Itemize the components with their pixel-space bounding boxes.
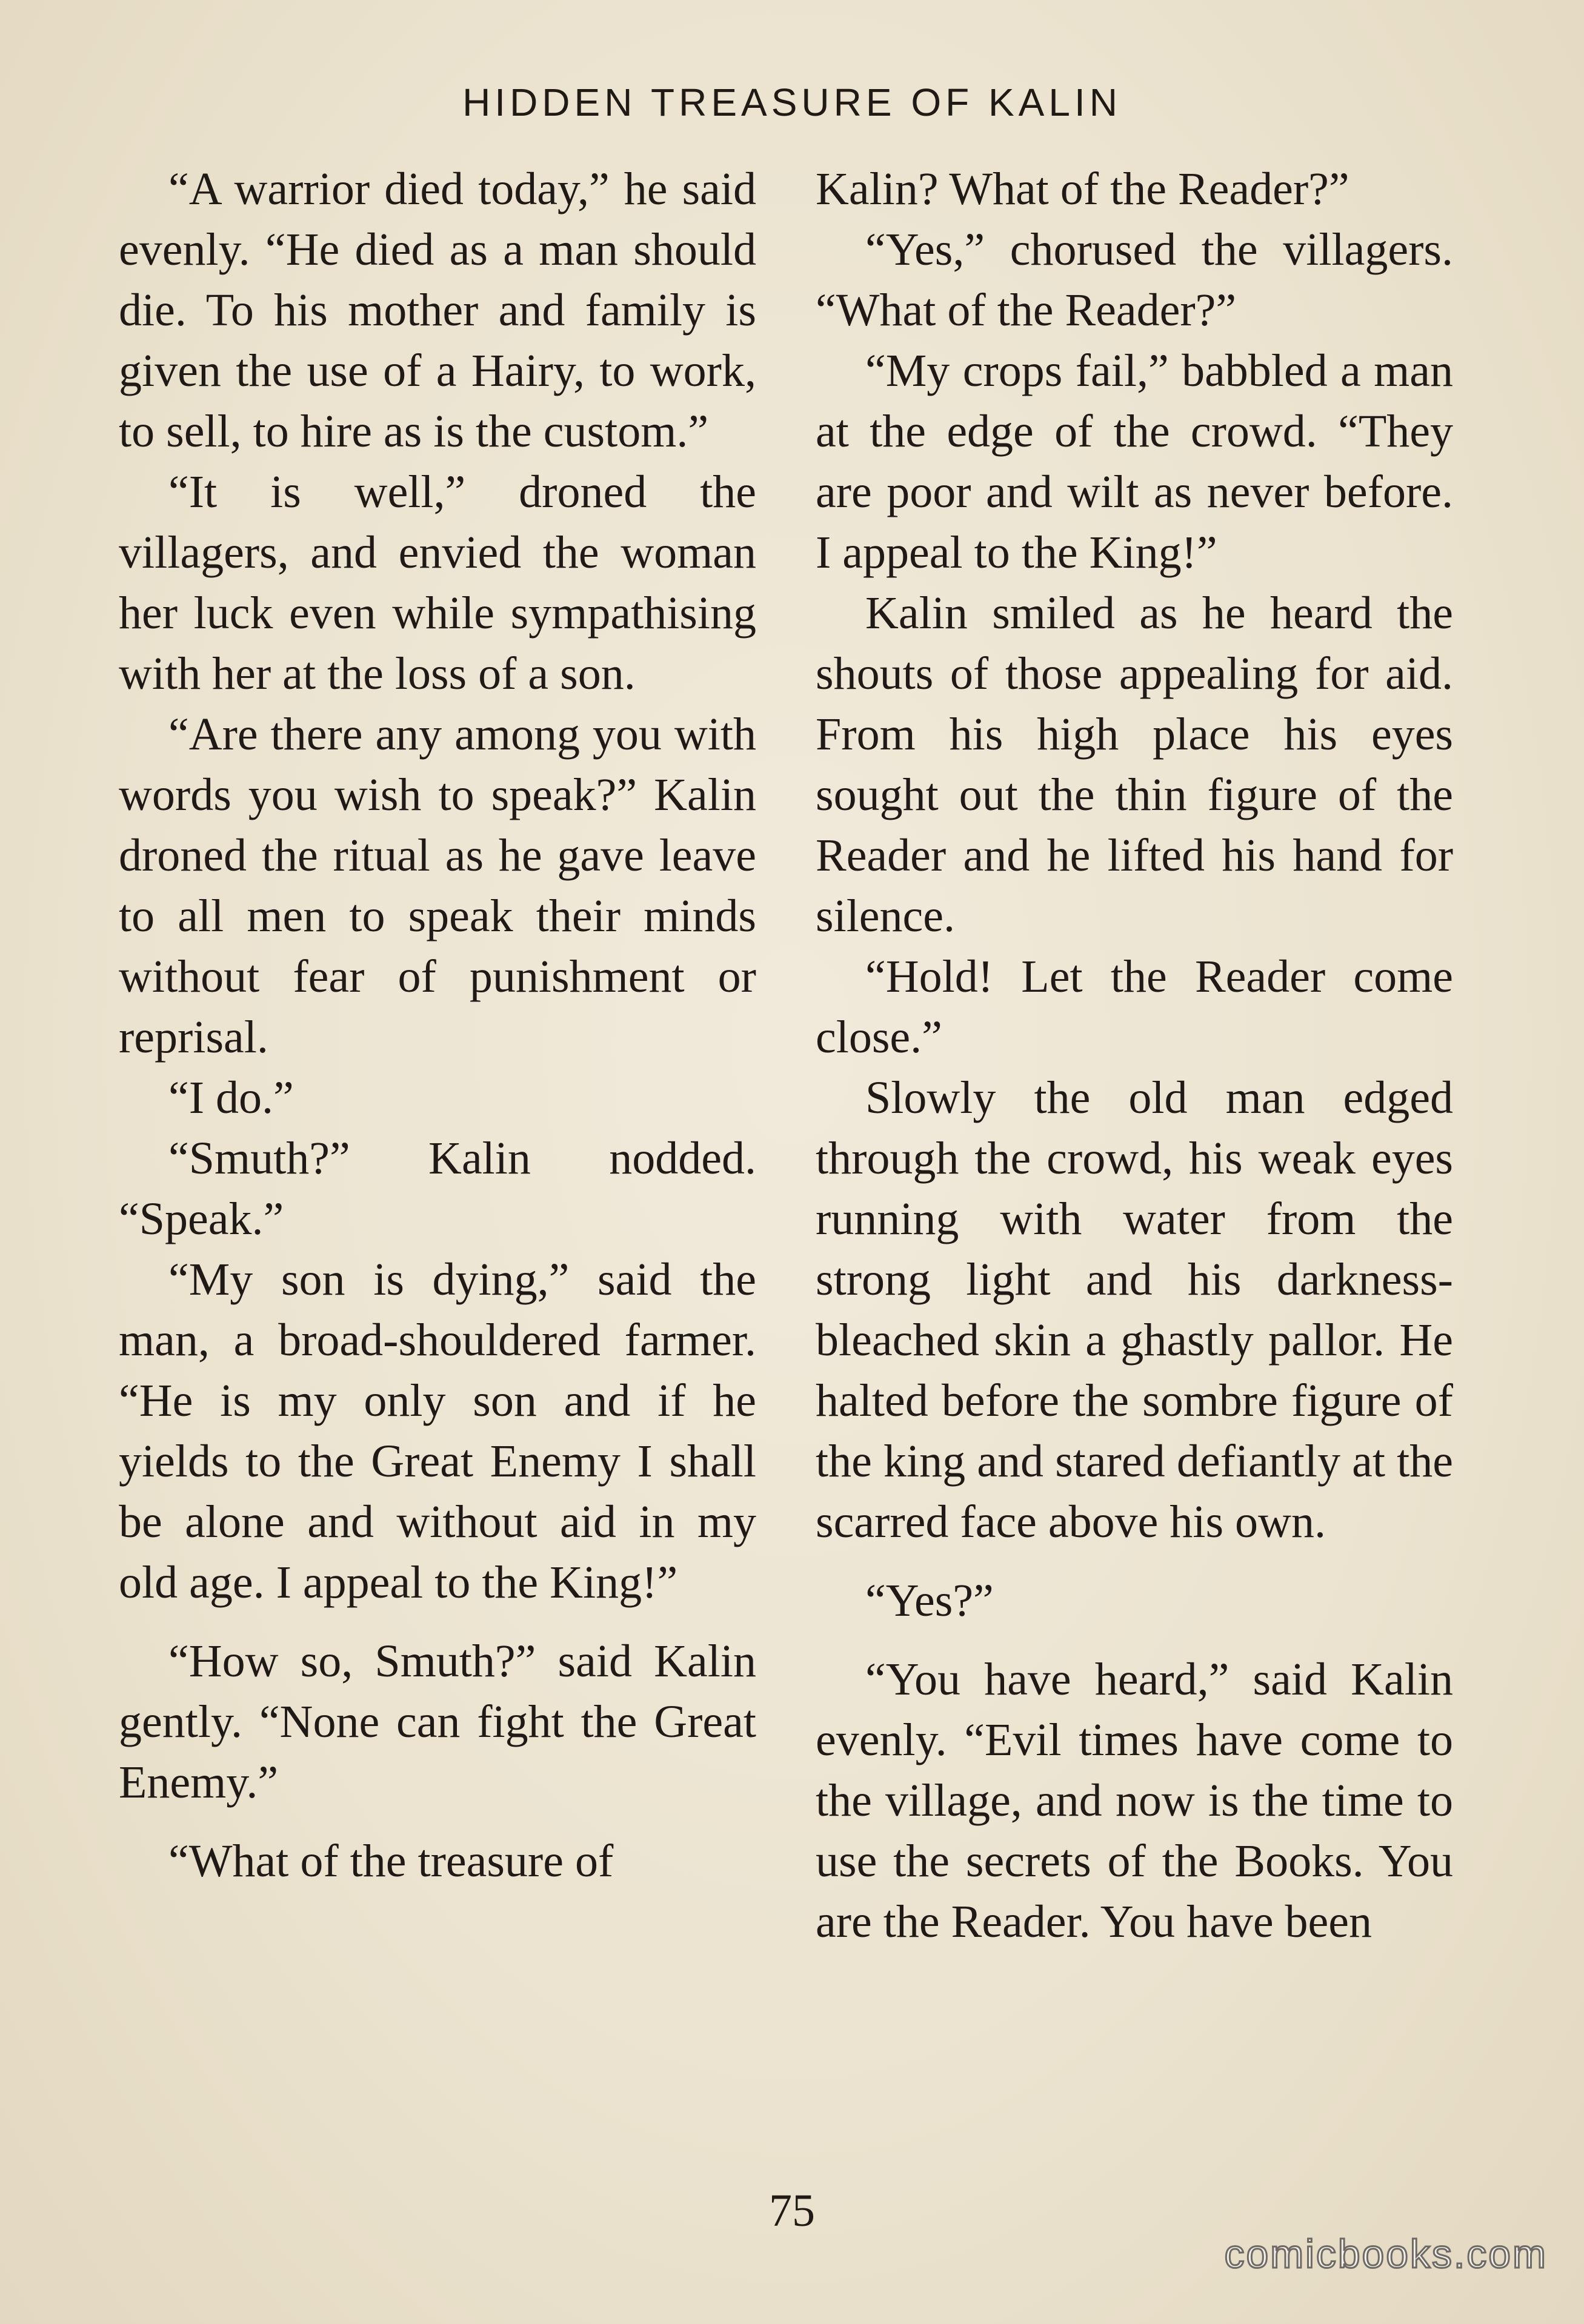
- paragraph: “My son is dying,” said the man, a broad-shouldered farmer. “He is my only son and if he yields to the Great Enemy I shall be alone and without aid in my old age. I appeal to the King!”: [119, 1254, 756, 1608]
- left-column: [119, 159, 756, 1891]
- paragraph: “Yes,” chorused the villagers. “What of the Reader?”: [816, 224, 1453, 336]
- paragraph: “Smuth?” Kalin nodded. “Speak.”: [119, 1133, 756, 1244]
- paragraph: “It is well,” droned the villagers, and envied the woman her luck even while sympathising with her at the loss of a son.: [119, 466, 756, 699]
- paragraph: “Yes?”: [865, 1575, 994, 1626]
- paragraph: “How so, Smuth?” said Kalin gently. “None can fight the Great Enemy.”: [119, 1636, 756, 1808]
- paragraph: “What of the treasure of: [168, 1836, 614, 1887]
- watermark: comicbooks.com: [1224, 2231, 1548, 2276]
- paragraph: “A warrior died today,” he said evenly. “He died as a man should die. To his mother and family is given the use of a Hairy, to work, to sell, to hire as is the custom.”: [119, 164, 756, 457]
- page-number: 75: [769, 2185, 815, 2236]
- paragraph: “Are there any among you with words you wish to speak?” Kalin droned the ritual as he gave leave to all men to speak their minds without fear of punishment or reprisal.: [119, 709, 756, 1063]
- paragraph: Slowly the old man edged through the crowd, his weak eyes running with water from the strong light and his darkness-bleached skin a ghastly pallor. He halted before the sombre figure of the king and stared defiantly at the scarred face above his own.: [816, 1072, 1453, 1547]
- paragraph: “My crops fail,” babbled a man at the edge of the crowd. “They are poor and wilt as never before. I appeal to the King!”: [816, 345, 1453, 578]
- paragraph: “You have heard,” said Kalin evenly. “Evil times have come to the village, and now is the time to use the secrets of the Books. You are the Reader. You have been: [816, 1654, 1453, 1947]
- paragraph: “Hold! Let the Reader come close.”: [816, 951, 1453, 1063]
- paragraph: Kalin? What of the Reader?”: [816, 164, 1349, 214]
- right-column: [816, 159, 1453, 1952]
- paragraph: “I do.”: [168, 1072, 294, 1123]
- running-head: HIDDEN TREASURE OF KALIN: [462, 81, 1122, 124]
- paragraph: Kalin smiled as he heard the shouts of those appealing for aid. From his high place his eyes sought out the thin figure of the Reader and he lifted his hand for silence.: [816, 588, 1453, 941]
